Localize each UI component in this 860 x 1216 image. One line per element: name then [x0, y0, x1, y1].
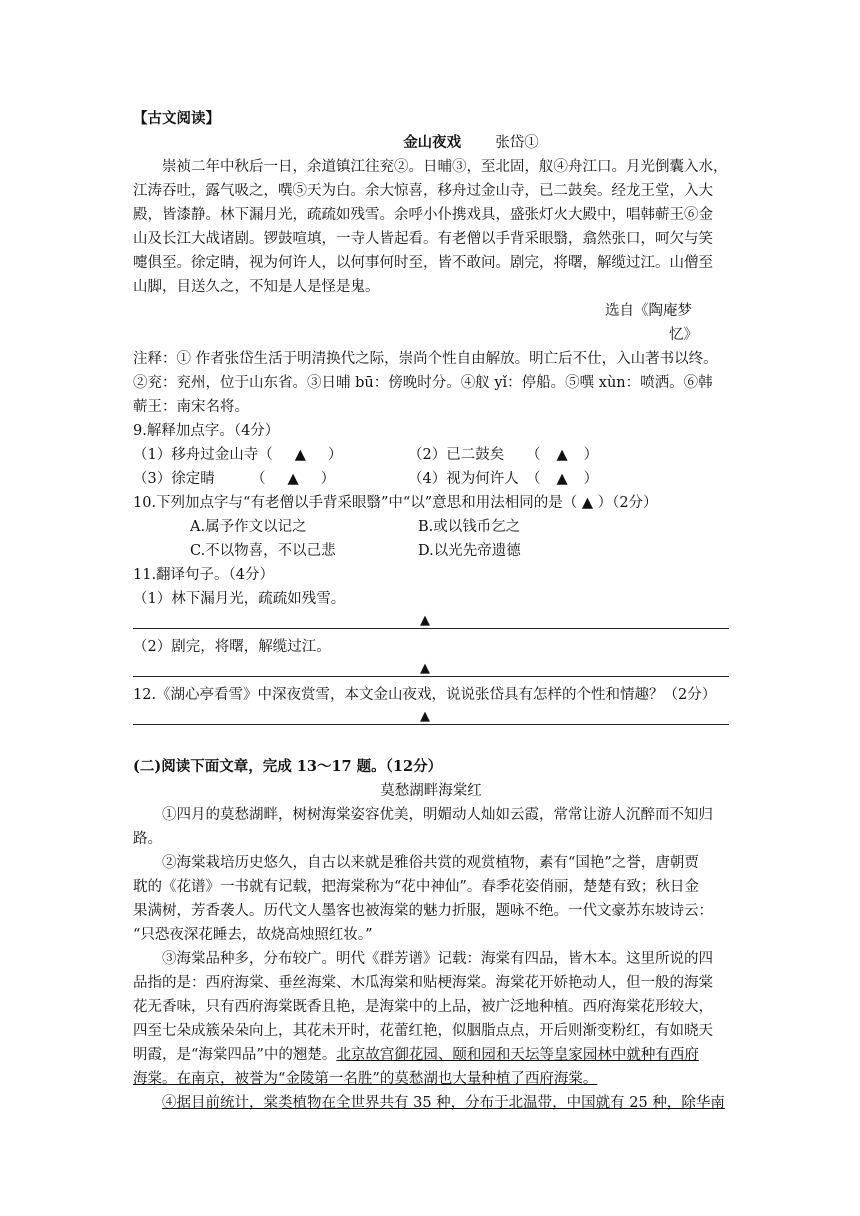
- answer-blank-mark: ▲: [420, 661, 430, 676]
- answer-blank-mark: ▲: [556, 471, 568, 487]
- q9-item: （1）移舟过金山寺（ ▲ ）: [133, 447, 343, 463]
- q11-sentence-2: （2）剧完，将曙，解缆过江。: [133, 639, 331, 655]
- q10-option-c: C.不以物喜，不以己悲: [190, 543, 336, 559]
- answer-blank-mark: ▲: [420, 709, 430, 724]
- para-line: 品指的是：西府海棠、垂丝海棠、木瓜海棠和贴梗海棠。海棠花开娇艳动人，但一般的海棠: [133, 975, 713, 991]
- underlined-sentence: 北京故宫御花园、颐和园和天坛等皇家园林中就种有西府: [336, 1047, 699, 1063]
- note-line: 注释：① 作者张岱生活于明清换代之际，崇尚个性自由解放。明亡后不仕，入山著书以终。: [133, 351, 718, 367]
- para-line: 嚏俱至。徐定睛，视为何许人，以何事何时至，皆不敢问。剧完，将曙，解缆过江。山僧至: [133, 255, 713, 271]
- q11-sentence-1: （1）林下漏月光，疏疏如残雪。: [133, 591, 346, 607]
- section-heading-modern: (二)阅读下面文章，完成 13～17 题。（12分）: [133, 758, 443, 775]
- q10-option-b: B.或以钱币乞之: [418, 519, 521, 535]
- para-line: 殿，皆漆静。林下漏月光，疏疏如残雪。余呼小仆携戏具，盛张灯火大殿中，唱韩蕲王⑥金: [133, 207, 713, 223]
- para-line: 果满树，芳香袭人。历代文人墨客也被海棠的魅力折服，题咏不绝。一代文豪苏东坡诗云：: [133, 903, 713, 919]
- q10-option-a: A.属予作文以记之: [190, 519, 307, 535]
- answer-blank-mark: ▲: [287, 471, 299, 487]
- question-10: 10.下列加点字与“有老僧以手背采眼翳”中“以”意思和用法相同的是（ ▲ ）（2分）: [133, 495, 658, 511]
- para-line: ②海棠栽培历史悠久，自古以来就是雅俗共赏的观赏植物，素有“国艳”之誉，唐朝贾: [162, 855, 699, 871]
- answer-line: [133, 724, 729, 725]
- para-line: ①四月的莫愁湖畔，树树海棠姿容优美，明媚动人灿如云霞，常常让游人沉醉而不知归: [162, 807, 713, 823]
- answer-blank-mark: ▲: [294, 447, 306, 463]
- note-line: ②兖：兖州，位于山东省。③日晡 bū：傍晚时分。④舣 yǐ：停船。⑤噀 xùn：喷洒。⑥韩: [133, 375, 713, 391]
- q9-item: （3）徐定睛 （ ▲ ）: [133, 471, 336, 487]
- q9-item: （4）视为何许人 （ ▲ ）: [408, 471, 599, 487]
- question-11: 11.翻译句子。（4分）: [133, 567, 275, 583]
- para-line: ③海棠品种多，分布较广。明代《群芳谱》记载：海棠有四品，皆木本。这里所说的四: [162, 951, 713, 967]
- para-line: 花无香味，只有西府海棠既香且艳，是海棠中的上品，被广泛地种植。西府海棠花形较大，: [133, 999, 713, 1015]
- article-author: 张岱①: [495, 135, 539, 151]
- answer-line: [133, 628, 729, 629]
- para-line: 四至七朵成簇朵朵向上，其花未开时，花蕾红艳，似胭脂点点，开后则渐变粉红，有如晓天: [133, 1023, 713, 1039]
- answer-blank-mark: ▲: [420, 613, 430, 628]
- answer-line: [133, 676, 729, 677]
- article-title-line: [133, 131, 729, 155]
- para-line: 崇祯二年中秋后一日，余道镇江往兖②。日晡③，至北固，舣④舟江口。月光倒囊入水，: [162, 159, 728, 175]
- para-line: 耽的《花谱》一书就有记载，把海棠称为“花中神仙”。春季花姿俏丽，楚楚有致；秋日金: [133, 879, 699, 895]
- note-line: 蕲王：南宋名将。: [133, 399, 249, 415]
- question-9: 9.解释加点字。（4分）: [133, 423, 280, 439]
- para-line: 江涛吞吐，露气吸之，噀⑤天为白。余大惊喜，移舟过金山寺，已二鼓矣。经龙王堂，入大: [133, 183, 713, 199]
- article-title: 金山夜戏: [403, 134, 462, 151]
- underlined-sentence: 海棠。在南京，被誉为“金陵第一名胜”的莫愁湖也大量种植了西府海棠。: [133, 1071, 598, 1087]
- para-line: ④据目前统计，棠类植物在全世界共有 35 种，分布于北温带，中国就有 25 种，除华南: [162, 1095, 725, 1111]
- para-line: [133, 1067, 729, 1091]
- para-line: 明霞，是“海棠四品”中的翘楚。北京故宫御花园、颐和园和天坛等皇家园林中就种有西府: [133, 1047, 699, 1063]
- question-12: 12.《湖心亭看雪》中深夜赏雪，本文金山夜戏，说说张岱具有怎样的个性和情趣？（2分）: [133, 687, 717, 703]
- source-line-2: 忆》: [669, 327, 698, 343]
- q10-option-d: D.以光先帝遗德: [418, 543, 521, 559]
- para-line: “只恐夜深花睡去，故烧高烛照红妆。”: [133, 927, 373, 943]
- source-line-1: 选自《陶庵梦: [605, 303, 692, 319]
- para-line: 山脚，目送久之，不知是人是怪是鬼。: [133, 279, 380, 295]
- article-title-2: 莫愁湖畔海棠红: [380, 783, 482, 799]
- q9-item: （2）已二鼓矣 （ ▲ ）: [408, 447, 599, 463]
- section-heading-classical: 【古文阅读】: [133, 110, 220, 127]
- answer-blank-mark: ▲: [556, 447, 568, 463]
- para-line: 山及长江大战诸剧。锣鼓喧填，一寺人皆起看。有老僧以手背采眼翳，翕然张口，呵欠与笑: [133, 231, 713, 247]
- para-line: 路。: [133, 831, 162, 847]
